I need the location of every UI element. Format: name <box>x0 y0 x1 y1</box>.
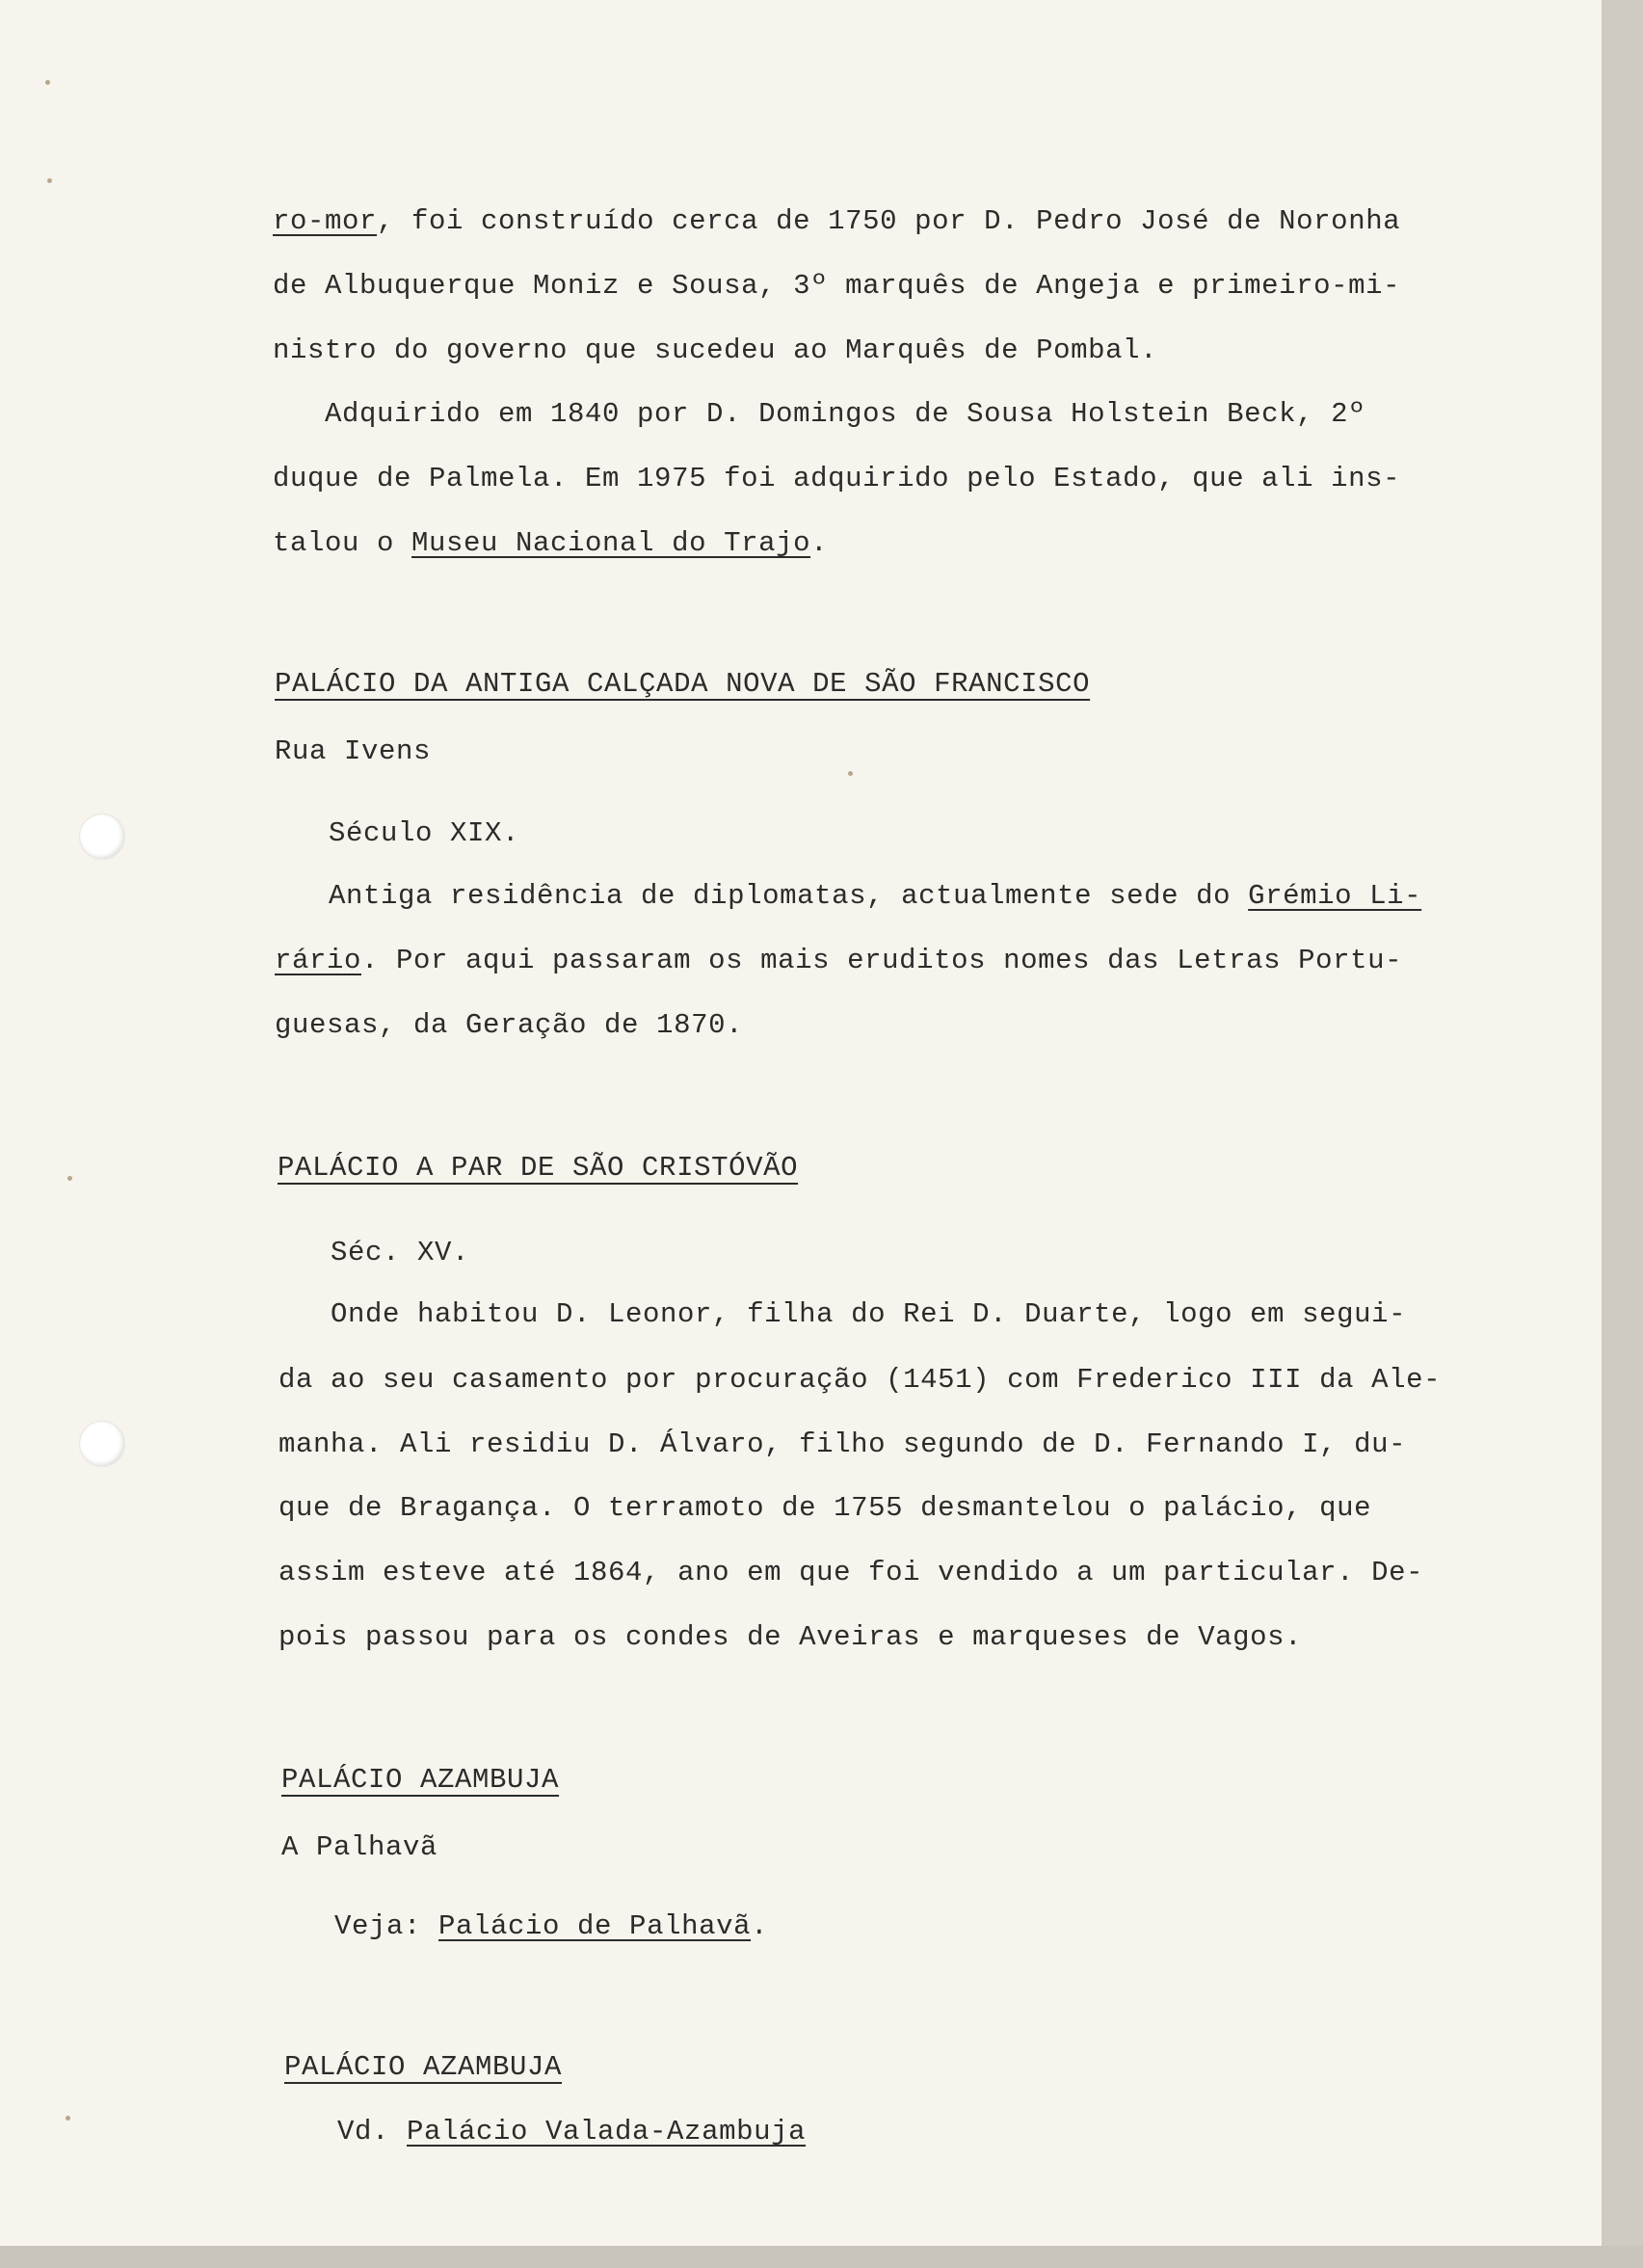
scan-background-right <box>1602 0 1643 2268</box>
section-body-line: Onde habitou D. Leonor, filha do Rei D. Duarte, logo em segui- <box>331 1298 1407 1330</box>
intro-line-4: Adquirido em 1840 por D. Domingos de Sousa Holstein Beck, 2º <box>325 398 1366 430</box>
section-body-line: que de Bragança. O terramoto de 1755 desmantelou o palácio, que <box>278 1492 1372 1524</box>
punch-hole-bottom <box>80 1422 124 1466</box>
reference-link: Palácio de Palhavã <box>438 1910 752 1942</box>
section-body-line <box>329 880 1421 912</box>
intro-line-6 <box>273 527 828 559</box>
section-location: Rua Ivens <box>275 735 432 767</box>
paper-speck <box>45 80 50 85</box>
intro-text: . <box>810 527 829 559</box>
section-body-line: pois passou para os condes de Aveiras e marqueses de Vagos. <box>278 1621 1303 1653</box>
scan-background-bottom <box>0 2246 1643 2268</box>
section-body-line: manha. Ali residiu D. Álvaro, filho segundo de D. Fernando I, du- <box>278 1428 1407 1460</box>
section-location: A Palhavã <box>281 1831 438 1863</box>
paper-speck <box>47 178 52 183</box>
reference-link: Palácio Valada-Azambuja <box>407 2116 807 2148</box>
intro-line-2: de Albuquerque Moniz e Sousa, 3º marquês de Angeja e primeiro-mi- <box>273 270 1401 302</box>
intro-text: , foi construído cerca de 1750 por D. Pedro José de Noronha <box>377 205 1401 237</box>
museum-link: Museu Nacional do Trajo <box>411 527 811 559</box>
section-body-line: guesas, da Geração de 1870. <box>275 1009 744 1041</box>
section-body-line: assim esteve até 1864, ano em que foi vendido a um particular. De- <box>278 1557 1424 1588</box>
section-period: Século XIX. <box>329 817 520 849</box>
paper-speck <box>66 2116 70 2121</box>
intro-term: ro-mor <box>273 205 378 237</box>
gremio-link: rário <box>275 945 362 976</box>
reference-label: Veja: <box>334 1910 439 1942</box>
body-text: Antiga residência de diplomatas, actualmente sede do <box>329 880 1249 912</box>
punch-hole-top <box>80 814 124 859</box>
section-reference <box>337 2116 806 2148</box>
section-body-line: da ao seu casamento por procuração (1451) com Frederico III da Ale- <box>278 1364 1442 1396</box>
section-heading: PALÁCIO DA ANTIGA CALÇADA NOVA DE SÃO FRANCISCO <box>275 668 1091 700</box>
paper-speck <box>67 1176 72 1181</box>
gremio-link: Grémio Li- <box>1248 880 1422 912</box>
paper-speck <box>848 771 853 776</box>
section-reference <box>334 1910 768 1942</box>
section-heading: PALÁCIO A PAR DE SÃO CRISTÓVÃO <box>278 1152 799 1184</box>
section-heading: PALÁCIO AZAMBUJA <box>284 2051 563 2083</box>
body-text: . Por aqui passaram os mais eruditos nomes das Letras Portu- <box>361 945 1403 976</box>
section-period: Séc. XV. <box>331 1237 470 1268</box>
intro-line-3: nistro do governo que sucedeu ao Marquês de Pombal. <box>273 334 1158 366</box>
section-body-line <box>275 945 1402 976</box>
intro-line-1 <box>273 205 1400 237</box>
section-heading: PALÁCIO AZAMBUJA <box>281 1764 560 1796</box>
reference-label: Vd. <box>337 2116 408 2148</box>
intro-text: talou o <box>273 527 412 559</box>
intro-line-5: duque de Palmela. Em 1975 foi adquirido pelo Estado, que ali ins- <box>273 463 1401 494</box>
reference-text: . <box>751 1910 769 1942</box>
